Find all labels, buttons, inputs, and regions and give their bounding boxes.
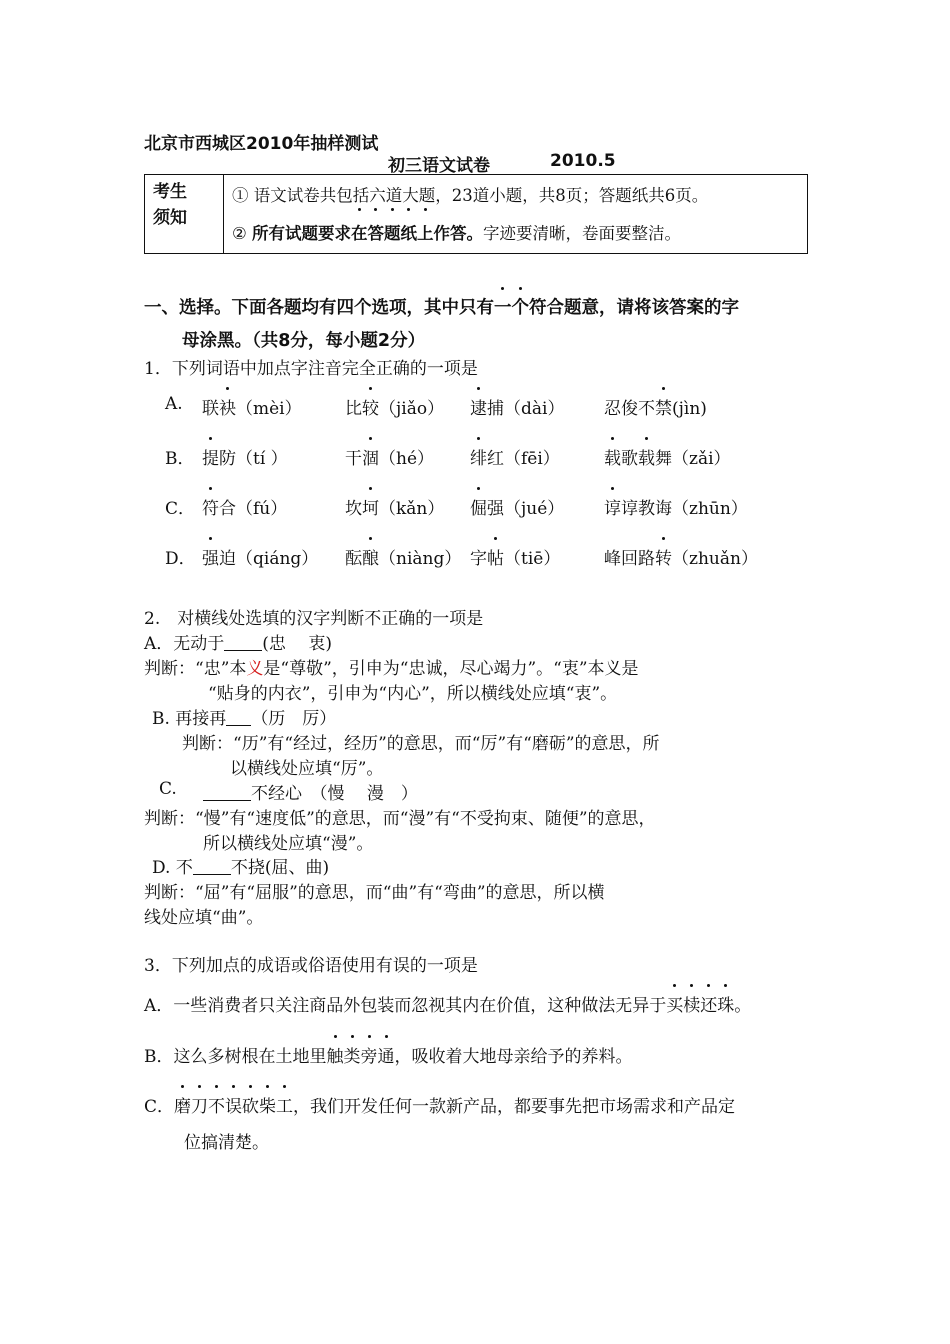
notice-item-2 (232, 215, 807, 253)
notice-label-line2: 须知 (153, 208, 187, 228)
notice-label-line1: 考生 (153, 182, 187, 202)
exam-region-title: 北京市西城区2010年抽样测试 (144, 134, 379, 154)
q1-option-d-label[interactable]: D． (165, 549, 196, 569)
notice-label-cell (145, 175, 224, 254)
q2-stem: 2. 对横线处选填的汉字判断不正确的一项是 (144, 609, 484, 629)
q1-b-word2: 干涸（hé） (345, 444, 434, 469)
section1-heading-line1: 一、选择。下面各题均有四个选项，其中只有一个符合题意，请将该答案的字 (144, 294, 739, 319)
exam-date: 2010.5 (550, 151, 616, 171)
q2-option-d[interactable]: D. 不 不挠(屈、曲) (152, 858, 330, 878)
q1-c-word4: 谆谆教诲（zhūn） (604, 494, 748, 519)
q3-option-b[interactable]: B．这么多树根在土地里触类旁通，吸收着大地母亲给予的养料。 (144, 1042, 633, 1067)
q1-d-word1: 强迫（qiáng） (202, 544, 318, 569)
q1-c-word3: 倔强（jué） (470, 494, 564, 519)
exam-subtitle: 初三语文试卷 (388, 156, 490, 176)
q1-stem: 1．下列词语中加点字注音完全正确的一项是 (144, 359, 478, 379)
notice-item-2-number: ② (232, 224, 247, 243)
notice-item-2-emphasis-b: 作答。 (433, 224, 484, 243)
q1-option-c-label[interactable]: C． (165, 499, 196, 519)
q1-c-word1: 符合（fú） (202, 494, 287, 519)
q1-b-word3: 绯红（fēi） (470, 444, 560, 469)
q2-d-blank (193, 857, 231, 875)
q2-a-judgement-line1: 判断：“忠”本义是“尊敬”，引申为“忠诚，尽心竭力”。“衷”本义是 (144, 659, 639, 679)
q1-option-a-label[interactable]: A. (165, 394, 183, 414)
q2-b-judgement-line1: 判断：“历”有“经过，经历”的意思，而“厉”有“磨砺”的意思，所 (182, 734, 660, 754)
q1-d-word3: 字帖（tiē） (470, 544, 560, 569)
q1-a-word4: 忍俊不禁(jìn) (604, 394, 707, 419)
q1-c-word2: 坎坷（kǎn） (345, 494, 444, 519)
q2-a-blank (224, 633, 262, 651)
q3-option-a[interactable]: A．一些消费者只关注商品外包装而忽视其内在价值，这种做法无异于买椟还珠。 (144, 991, 751, 1016)
q2-d-judgement-line1: 判断：“屈”有“屈服”的意思，而“曲”有“弯曲”的意思，所以横 (144, 883, 605, 903)
q1-d-word2: 酝酿（niàng） (345, 544, 461, 569)
notice-item-2-rest: 字迹要清晰，卷面要整洁。 (483, 224, 682, 243)
candidate-notice-table (144, 174, 808, 254)
q2-b-blank (226, 708, 251, 726)
q1-d-word4: 峰回路转（zhuǎn） (604, 544, 758, 569)
q2-c-judgement-line1: 判断：“慢”有“速度低”的意思，而“漫”有“不受拘束、随便”的意思， (144, 809, 656, 829)
q3-option-c[interactable]: C．磨刀不误砍柴工，我们开发任何一款新产品，都要事先把市场需求和产品定 (144, 1092, 735, 1117)
q2-option-a[interactable]: A．无动于 (忠 衷) (144, 634, 332, 654)
section1-heading-line2: 母涂黑。（共8分，每小题2分） (182, 331, 426, 351)
q1-b-word4: 载歌载舞（zǎi） (604, 444, 731, 469)
q1-a-word1: 联袂（mèi） (202, 394, 302, 419)
notice-content-cell (224, 175, 808, 254)
q1-option-b-label[interactable]: B． (165, 449, 195, 469)
q2-option-b[interactable]: B. 再接再 （历 厉） (152, 709, 337, 729)
notice-item-1: ① 语文试卷共包括六道大题，23道小题，共8页；答题纸共6页。 (232, 186, 709, 205)
q2-b-judgement-line2: 以横线处应填“厉”。 (230, 759, 384, 779)
notice-item-2-emphasis-a: 所有试题要求 (252, 224, 352, 243)
q1-b-word1: 提防（tí ） (202, 444, 288, 469)
q2-c-judgement-line2: 所以横线处应填“漫”。 (203, 834, 374, 854)
q1-a-word3: 逮捕（dài） (470, 394, 564, 419)
q2-c-blank (203, 783, 251, 801)
notice-item-2-emphasis-dotted: 在答题纸上 (351, 224, 434, 243)
q2-option-c[interactable]: 不经心 （慢 漫 ） (203, 779, 418, 804)
q2-a-judgement-line2: “贴身的内衣”，引申为“内心”，所以横线处应填“衷”。 (208, 684, 618, 704)
q3-stem: 3．下列加点的成语或俗语使用有误的一项是 (144, 956, 478, 976)
q2-option-c-label[interactable]: C. (159, 779, 177, 799)
q3-option-c-line2: 位搞清楚。 (184, 1133, 269, 1153)
q1-a-word2: 比较（jiǎo） (345, 394, 444, 419)
q2-d-judgement-line2: 线处应填“曲”。 (144, 908, 264, 928)
